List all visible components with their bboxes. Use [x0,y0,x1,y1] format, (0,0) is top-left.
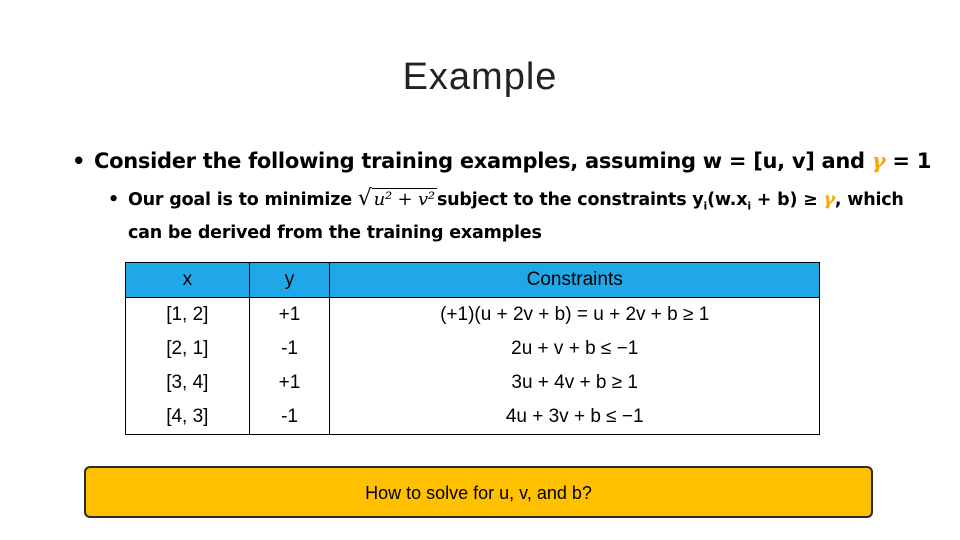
table-row [126,366,820,400]
gamma-symbol: γ [871,148,886,173]
bullet2-text-mid: subject to the constraints y [436,190,704,210]
table-row [126,400,820,435]
table-header-row [126,263,820,298]
cell-y: -1 [249,332,330,366]
cell-constraint: (+1)(u + 2v + b) = u + 2v + b ≥ 1 [330,298,820,333]
bullet2-text-after-sub: + b) ≥ [750,190,824,210]
bullet2-text-before: Our goal is to minimize [128,190,358,210]
cell-constraint: 4u + 3v + b ≤ −1 [330,400,820,435]
cell-constraint: 2u + v + b ≤ −1 [330,332,820,366]
sqrt-expression [358,186,437,213]
subscript-i: i [703,199,708,213]
bullet1-text-mid: = [u, v] and [721,149,872,173]
question-callout-box [84,466,873,518]
bold-w: w [714,190,730,210]
cell-y: +1 [249,298,330,333]
slide-title: Example [402,56,558,98]
cell-x: [2, 1] [126,332,250,366]
callout-text: How to solve for u, v, and b? [365,483,592,503]
bullet-consider-examples [72,148,931,173]
bullet2-continuation: can be derived from the training examples [128,222,542,243]
cell-y: +1 [249,366,330,400]
table-row [126,332,820,366]
bold-w: w [702,149,722,173]
radicand: u² + v² [373,189,435,210]
cell-x: [4, 3] [126,400,250,435]
cell-constraint: 3u + 4v + b ≥ 1 [330,366,820,400]
constraints-table [125,262,820,435]
header-x: x [126,263,250,298]
table-row [126,298,820,333]
header-constraints: Constraints [330,263,820,298]
sub-bullet-marker: • [108,190,119,210]
paren-open: ( [707,190,715,210]
bullet-marker: • [72,149,86,173]
bullet1-text-before: Consider the following training examples, assuming [94,149,703,173]
bullet-goal [108,186,928,246]
subscript-i: i [747,199,751,213]
cell-x: [3, 4] [126,366,250,400]
cell-y: -1 [249,400,330,435]
bullet1-text-after: = 1 [885,149,932,173]
radical-sign: √ [357,186,372,211]
bullet2-text-end: , which [834,190,904,210]
dot-x: .x [729,190,748,210]
header-y: y [249,263,330,298]
cell-x: [1, 2] [126,298,250,333]
gamma-symbol: γ [823,190,835,210]
